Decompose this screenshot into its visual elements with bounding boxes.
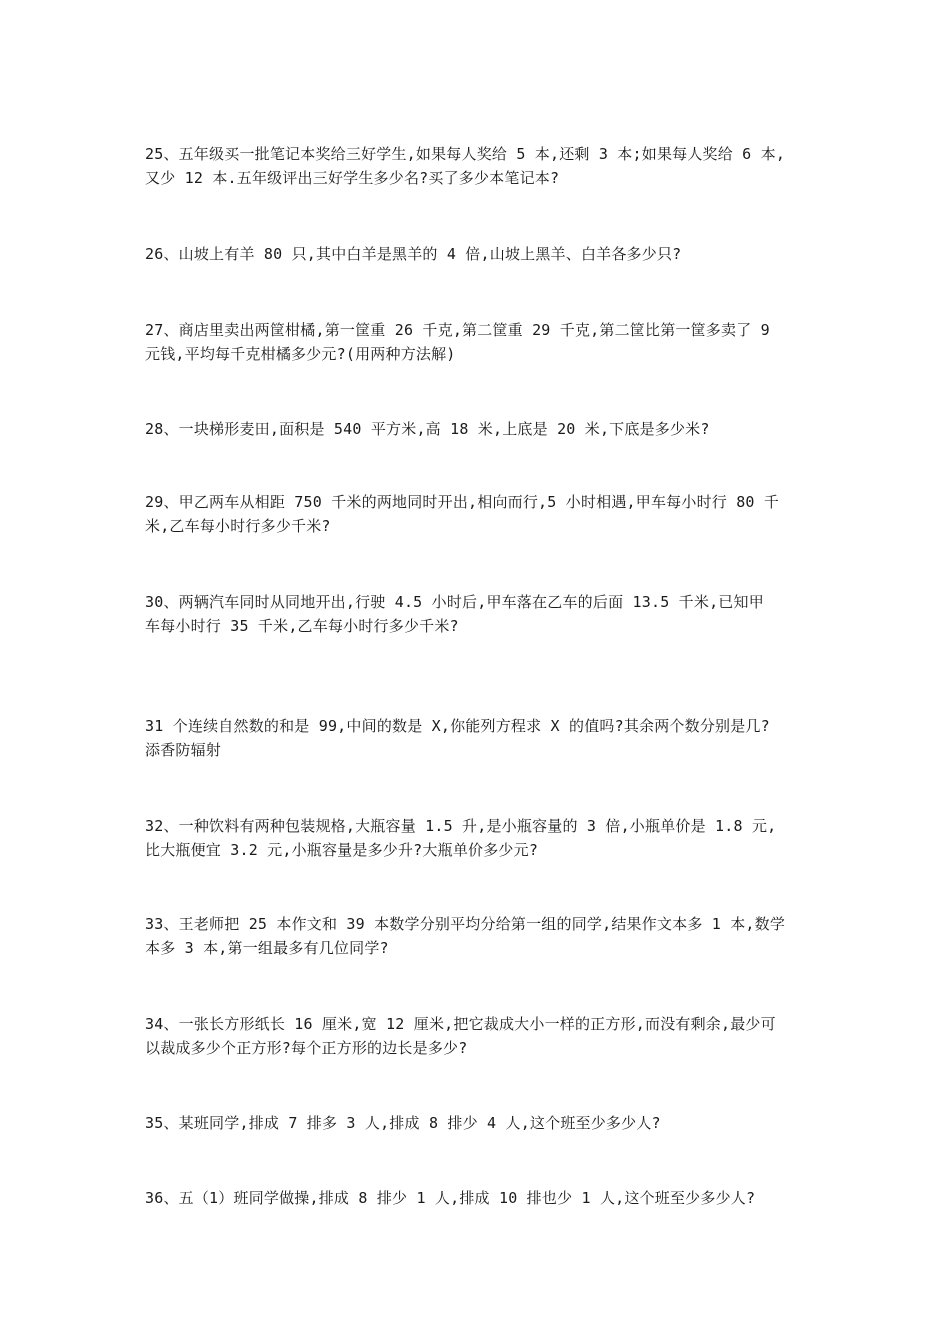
problem-31-line-2: 添香防辐射 [145, 741, 222, 759]
problem-29-line-1: 29、甲乙两车从相距 750 千米的两地同时开出,相向而行,5 小时相遇,甲车每小时行 80 千 [145, 493, 780, 511]
problem-30-line-2: 车每小时行 35 千米,乙车每小时行多少千米? [145, 617, 459, 635]
problem-27 [145, 318, 813, 366]
problem-27-line-2: 元钱,平均每千克柑橘多少元?(用两种方法解) [145, 345, 456, 363]
problem-25-line-2: 又少 12 本.五年级评出三好学生多少名?买了多少本笔记本? [145, 169, 560, 187]
problem-34-line-2: 以裁成多少个正方形?每个正方形的边长是多少? [145, 1039, 468, 1057]
problem-34-line-1: 34、一张长方形纸长 16 厘米,宽 12 厘米,把它裁成大小一样的正方形,而没有剩余,最少可 [145, 1015, 776, 1033]
problem-36-line-1: 36、五（1）班同学做操,排成 8 排少 1 人,排成 10 排也少 1 人,这个班至少多少人? [145, 1189, 756, 1207]
problem-32-line-1: 32、一种饮料有两种包装规格,大瓶容量 1.5 升,是小瓶容量的 3 倍,小瓶单价是 1.8 元, [145, 817, 777, 835]
problem-33 [145, 912, 813, 960]
problem-30-line-1: 30、两辆汽车同时从同地开出,行驶 4.5 小时后,甲车落在乙车的后面 13.5 千米,已知甲 [145, 593, 764, 611]
problem-29 [145, 490, 813, 538]
problem-32-line-2: 比大瓶便宜 3.2 元,小瓶容量是多少升?大瓶单价多少元? [145, 841, 539, 859]
problem-27-line-1: 27、商店里卖出两筐柑橘,第一筐重 26 千克,第二筐重 29 千克,第二筐比第一筐多卖了 9 [145, 321, 770, 339]
problem-29-line-2: 米,乙车每小时行多少千米? [145, 517, 331, 535]
problem-26 [145, 242, 813, 266]
problem-32 [145, 814, 813, 862]
problem-26-line-1: 26、山坡上有羊 80 只,其中白羊是黑羊的 4 倍,山坡上黑羊、白羊各多少只? [145, 245, 682, 263]
problem-36 [145, 1186, 813, 1210]
problem-28-line-1: 28、一块梯形麦田,面积是 540 平方米,高 18 米,上底是 20 米,下底是多少米? [145, 420, 710, 438]
problem-31 [145, 714, 813, 762]
problem-28 [145, 417, 813, 441]
problem-33-line-2: 本多 3 本,第一组最多有几位同学? [145, 939, 389, 957]
problem-25 [145, 142, 813, 190]
problem-34 [145, 1012, 813, 1060]
problem-31-line-1: 31 个连续自然数的和是 99,中间的数是 X,你能列方程求 X 的值吗?其余两个数分别是几? [145, 717, 770, 735]
problem-35 [145, 1111, 813, 1135]
problem-30 [145, 590, 813, 638]
problem-25-line-1: 25、五年级买一批笔记本奖给三好学生,如果每人奖给 5 本,还剩 3 本;如果每人奖给 6 本, [145, 145, 786, 163]
problem-35-line-1: 35、某班同学,排成 7 排多 3 人,排成 8 排少 4 人,这个班至少多少人? [145, 1114, 661, 1132]
problem-33-line-1: 33、王老师把 25 本作文和 39 本数学分别平均分给第一组的同学,结果作文本多 1 本,数学 [145, 915, 786, 933]
